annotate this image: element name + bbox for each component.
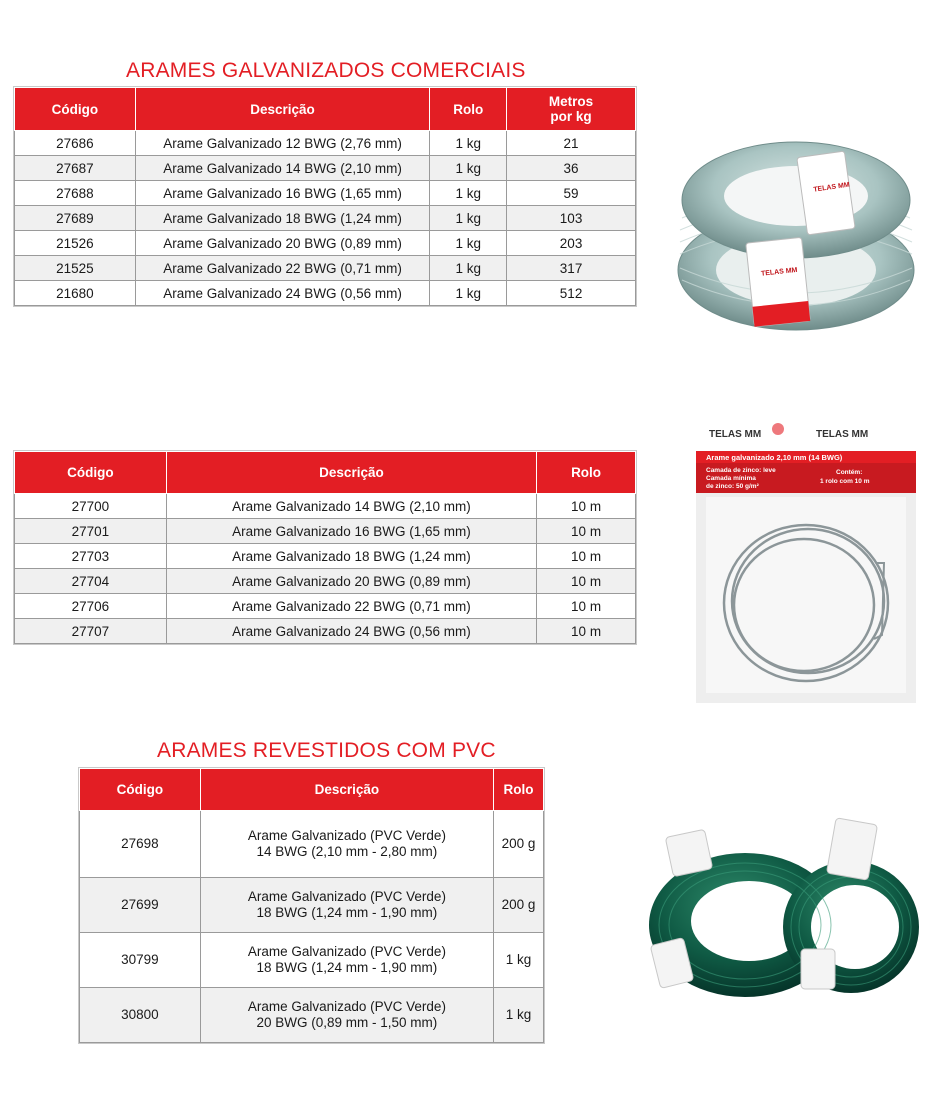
table-header-row <box>15 88 636 131</box>
cell-metros-por-kg: 103 <box>507 206 636 231</box>
cell-rolo: 1 kg <box>430 281 507 306</box>
table-row <box>80 933 544 988</box>
table-row <box>15 544 636 569</box>
table-galvanizados-10m <box>14 451 636 644</box>
col-header-codigo: Código <box>80 769 201 811</box>
cell-rolo: 10 m <box>537 619 636 644</box>
table-row <box>15 156 636 181</box>
cell-rolo: 1 kg <box>430 181 507 206</box>
cell-codigo: 27700 <box>15 494 167 519</box>
cell-descricao-line: 20 BWG (0,89 mm - 1,50 mm) <box>256 1015 438 1030</box>
cell-descricao: Arame Galvanizado 18 BWG (1,24 mm) <box>135 206 429 231</box>
table-row <box>15 594 636 619</box>
wire-package-photo <box>696 413 916 703</box>
cell-codigo: 27704 <box>15 569 167 594</box>
package-note-right-2: 1 rolo com 10 m <box>820 478 870 485</box>
table-row <box>15 206 636 231</box>
cell-rolo: 1 kg <box>430 131 507 156</box>
cell-descricao: Arame Galvanizado 18 BWG (1,24 mm) <box>166 544 536 569</box>
col-header-metros-por-kg <box>507 88 636 131</box>
package-note-left-1: Camada de zinco: leve <box>706 467 776 474</box>
cell-codigo: 27688 <box>15 181 136 206</box>
col-header-rolo: Rolo <box>537 452 636 494</box>
cell-rolo: 10 m <box>537 569 636 594</box>
cell-codigo: 21526 <box>15 231 136 256</box>
cell-metros-por-kg: 21 <box>507 131 636 156</box>
cell-descricao <box>200 988 493 1043</box>
cell-rolo: 10 m <box>537 544 636 569</box>
cell-metros-por-kg: 36 <box>507 156 636 181</box>
cell-metros-por-kg: 59 <box>507 181 636 206</box>
cell-descricao <box>200 811 493 878</box>
table-row <box>15 569 636 594</box>
col-header-descricao: Descrição <box>166 452 536 494</box>
cell-codigo: 27707 <box>15 619 167 644</box>
package-title: Arame galvanizado 2,10 mm (14 BWG) <box>706 453 843 462</box>
section-title-pvc: ARAMES REVESTIDOS COM PVC <box>157 739 496 762</box>
cell-rolo: 1 kg <box>494 988 544 1043</box>
package-note-right-1: Contém: <box>836 469 863 476</box>
cell-metros-por-kg: 317 <box>507 256 636 281</box>
cell-metros-por-kg: 512 <box>507 281 636 306</box>
cell-descricao: Arame Galvanizado 16 BWG (1,65 mm) <box>135 181 429 206</box>
cell-descricao: Arame Galvanizado 16 BWG (1,65 mm) <box>166 519 536 544</box>
cell-rolo: 10 m <box>537 494 636 519</box>
cell-descricao: Arame Galvanizado 12 BWG (2,76 mm) <box>135 131 429 156</box>
table-row <box>15 494 636 519</box>
cell-descricao: Arame Galvanizado 22 BWG (0,71 mm) <box>166 594 536 619</box>
cell-codigo: 27698 <box>80 811 201 878</box>
table-row <box>15 131 636 156</box>
table-row <box>80 988 544 1043</box>
cell-rolo: 1 kg <box>430 156 507 181</box>
cell-rolo: 1 kg <box>430 206 507 231</box>
cell-descricao-line: 18 BWG (1,24 mm - 1,90 mm) <box>256 960 438 975</box>
cell-descricao-line: Arame Galvanizado (PVC Verde) <box>247 999 446 1014</box>
cell-codigo: 30800 <box>80 988 201 1043</box>
col-header-descricao: Descrição <box>200 769 493 811</box>
cell-descricao: Arame Galvanizado 14 BWG (2,10 mm) <box>135 156 429 181</box>
table-row <box>80 878 544 933</box>
cell-descricao <box>200 878 493 933</box>
cell-descricao-line: Arame Galvanizado (PVC Verde) <box>247 944 446 959</box>
table-header-row <box>15 452 636 494</box>
pvc-coil-photo <box>645 815 925 1010</box>
cell-codigo: 27703 <box>15 544 167 569</box>
package-brand-left: TELAS MM <box>709 429 762 440</box>
cell-descricao: Arame Galvanizado 24 BWG (0,56 mm) <box>166 619 536 644</box>
cell-rolo: 200 g <box>494 811 544 878</box>
cell-descricao: Arame Galvanizado 20 BWG (0,89 mm) <box>166 569 536 594</box>
coil-tag-brand: TELAS MM <box>813 181 851 194</box>
table-row <box>15 256 636 281</box>
cell-codigo: 27687 <box>15 156 136 181</box>
cell-codigo: 21525 <box>15 256 136 281</box>
col-header-descricao: Descrição <box>135 88 429 131</box>
cell-codigo: 27706 <box>15 594 167 619</box>
cell-descricao: Arame Galvanizado 24 BWG (0,56 mm) <box>135 281 429 306</box>
cell-codigo: 30799 <box>80 933 201 988</box>
section-title-galvanizados: ARAMES GALVANIZADOS COMERCIAIS <box>126 59 526 82</box>
coil-tag-brand-2: TELAS MM <box>760 266 798 278</box>
table-row <box>15 231 636 256</box>
cell-codigo: 27686 <box>15 131 136 156</box>
cell-codigo: 21680 <box>15 281 136 306</box>
cell-descricao <box>200 933 493 988</box>
table-row <box>15 281 636 306</box>
package-note-left-3: de zinco: 50 g/m² <box>706 483 759 490</box>
col-header-metros-por-kg-text: Metros por kg <box>548 94 594 124</box>
cell-descricao-line: 14 BWG (2,10 mm - 2,80 mm) <box>256 844 438 859</box>
cell-rolo: 10 m <box>537 594 636 619</box>
cell-rolo: 1 kg <box>430 231 507 256</box>
table-row <box>15 519 636 544</box>
cell-descricao-line: 18 BWG (1,24 mm - 1,90 mm) <box>256 905 438 920</box>
package-note-left-2: Camada mínima <box>706 475 756 482</box>
table-row <box>15 181 636 206</box>
cell-rolo: 200 g <box>494 878 544 933</box>
table-galvanizados-comerciais <box>14 87 636 306</box>
col-header-rolo: Rolo <box>494 769 544 811</box>
col-header-rolo: Rolo <box>430 88 507 131</box>
table-body <box>80 811 544 1043</box>
cell-descricao-line: Arame Galvanizado (PVC Verde) <box>247 889 446 904</box>
table-row <box>80 811 544 878</box>
col-header-codigo: Código <box>15 452 167 494</box>
cell-codigo: 27701 <box>15 519 167 544</box>
table-body <box>15 131 636 306</box>
package-brand-right: TELAS MM <box>816 429 869 440</box>
cell-descricao: Arame Galvanizado 14 BWG (2,10 mm) <box>166 494 536 519</box>
col-header-codigo: Código <box>15 88 136 131</box>
table-row <box>15 619 636 644</box>
cell-rolo: 1 kg <box>494 933 544 988</box>
cell-rolo: 10 m <box>537 519 636 544</box>
cell-descricao-line: Arame Galvanizado (PVC Verde) <box>247 828 446 843</box>
table-header-row <box>80 769 544 811</box>
galvanized-coil-photo <box>668 108 924 364</box>
table-body <box>15 494 636 644</box>
cell-codigo: 27689 <box>15 206 136 231</box>
cell-metros-por-kg: 203 <box>507 231 636 256</box>
cell-codigo: 27699 <box>80 878 201 933</box>
cell-rolo: 1 kg <box>430 256 507 281</box>
cell-descricao: Arame Galvanizado 22 BWG (0,71 mm) <box>135 256 429 281</box>
table-revestidos-pvc <box>79 768 544 1043</box>
cell-descricao: Arame Galvanizado 20 BWG (0,89 mm) <box>135 231 429 256</box>
